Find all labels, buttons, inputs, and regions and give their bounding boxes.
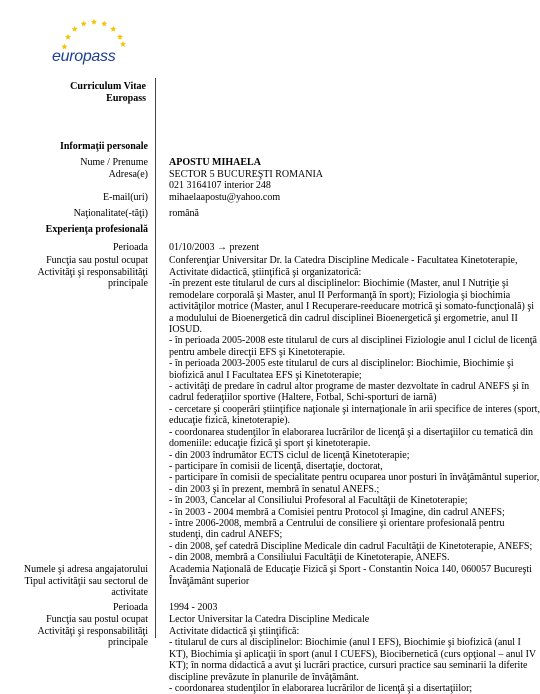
cv-title-line-1: Curriculum Vitae (70, 81, 146, 92)
activity-line: - coordonarea studenţilor în elaborarea lucrărilor de licenţă şi a disertaţiilor cu tematică din (169, 426, 534, 438)
job2-activities-label (0, 626, 148, 649)
job2-function-label: Funcţia sau postul ocupat (46, 614, 148, 625)
email-value[interactable]: mihaelaapostu@yahoo.com (169, 192, 281, 203)
europass-logo (44, 10, 134, 70)
job1-sector-label-1: Tipul activităţii sau sectorul de (24, 576, 148, 587)
job1-activities-label (0, 267, 148, 290)
activity-line: - din 2008, membră a Consiliului Facultăţii de Kinetoterapie, ANEFS. (169, 552, 450, 564)
activity-line: - activităţi de predare în cadrul altor programe de master dezvoltate în cadrul ANEFS şi în (169, 381, 530, 393)
nationality-label: Naţionalitate(-tăţi) (73, 208, 148, 219)
job1-employer-value: Academia Naţională de Educaţie Fizică şi Sport - Constantin Noica 140, 060057 Bucureşti (169, 564, 532, 575)
activity-line: - în 2003 - 2004 membră a Comisiei pentru Protocol şi Imagine, din cadrul ANEFS; (169, 506, 505, 518)
cv-title (60, 81, 146, 105)
star-icon (110, 26, 116, 32)
star-icon (91, 19, 97, 25)
activity-line: studenţi, din cadrul ANEFS; (169, 529, 283, 541)
activity-line: educaţie fizică, kinetoterapie). (169, 415, 291, 427)
job1-period-label: Perioada (113, 242, 148, 253)
activity-line: - participare în comisii de licenţă, disertaţie, doctorat, (169, 460, 383, 472)
job2-activities-label-2: principale (108, 637, 148, 649)
activity-line: activităţilor motrice (Master, anul I Recuperare-reeducare motrică şi somato-funcţională) şi (169, 301, 534, 313)
activity-line: biofizică anul I Facultatea EFS şi Kinetoterapie; (169, 369, 362, 381)
cv-title-line-2: Europass (106, 93, 146, 104)
activity-line: cadrul federaţiilor sportive (Haltere, Fotbal, Schi-sporturi de iarnă) (169, 392, 437, 404)
activity-line: KT); în norma didactică a avut şi lucrări practice, cursuri practice sau seminarii la diferite (169, 660, 528, 672)
activity-line: a modulului de Bioenergetică din cadrul disciplinei Bioenergetică şi ergometrie, anul II (169, 312, 518, 324)
activity-line: Activitate didactică şi ştiinţifică: (169, 626, 300, 637)
activity-line: - coordonarea studenţilor în elaborarea lucrărilor de licenţă şi a disertaţiilor; (169, 683, 473, 694)
job2-activities-value (169, 626, 537, 694)
job1-employer-label: Numele şi adresa angajatorului (23, 564, 148, 575)
activity-line: - în 2003, Cancelar al Consiliului Profesoral al Facultăţii de Kinetoterapie; (169, 495, 468, 507)
activity-line: remodelare corporală şi Master, anul II Performanţă în sport); Fiziologia şi biochimia (169, 289, 511, 301)
job1-sector-label (0, 576, 148, 599)
star-icon (117, 34, 123, 40)
activity-line: - din 2008, şef catedră Discipline Medicale din cadrul Facultăţii de Kinetoterapie, ANEFS; (169, 540, 533, 552)
logo-text: europass (52, 48, 116, 65)
address-line-2: 021 3164107 interior 248 (169, 180, 271, 192)
job1-activities-label-2: principale (108, 278, 148, 290)
activity-line: - cercetare şi cooperări ştiinţifice naţionale şi internaţionale în arii specifice de interes (sport, (169, 403, 540, 415)
job1-activities-label-1: Activităţi şi responsabilităţi (37, 267, 148, 278)
address-line-1: SECTOR 5 BUCUREŞTI ROMANIA (169, 169, 323, 180)
job1-function-value: Conferenţiar Universitar Dr. la Catedra Discipline Medicale - Facultatea Kinetoterapie, (169, 255, 518, 266)
job2-period-value: 1994 - 2003 (169, 602, 218, 613)
job2-activities-label-1: Activităţi şi responsabilităţi (37, 626, 148, 637)
job1-activities-value (169, 267, 540, 564)
activity-line: - participare în comisii de specialitate pentru ocuparea unor posturi în învăţământul superior, (169, 472, 540, 484)
star-icon (81, 21, 87, 27)
activity-line: Activitate didactică, ştiinţifică şi organizatorică: (169, 267, 362, 278)
name-label: Nume / Prenume (80, 157, 148, 168)
activity-line: - între 2006-2008, membră a Centrului de consiliere şi orientare profesională pentru (169, 517, 505, 529)
address-value (169, 169, 459, 192)
stars-icon (44, 10, 134, 50)
job1-function-label: Funcţia sau postul ocupat (46, 255, 148, 266)
activity-line: pentru ambele direcţii EFS şi Kinetoterapie. (169, 346, 346, 358)
activity-line: -în prezent este titularul de curs al disciplinelor: Biochimie (Master, anul I Nutriţie şi (169, 278, 509, 290)
activity-line: IOSUD. (169, 324, 203, 336)
section-personal-info: Informaţii personale (59, 141, 148, 152)
activity-line: - din 2003 îndrumător ECTS ciclul de licenţă Kinetoterapie; (169, 449, 410, 461)
job1-sector-label-2: activitate (111, 587, 148, 599)
job1-period-value: 01/10/2003 → prezent (169, 242, 259, 253)
activity-line: - titularul de curs al disciplinelor: Biochimie (anul I EFS), Biochimie şi biofizică (anul I (169, 637, 521, 649)
column-divider (155, 78, 156, 638)
activity-line: discipline prevăzute în planurile de învăţământ. (169, 671, 359, 683)
activity-line: - din 2003 şi în prezent, membră în senatul ANEFS.; (169, 483, 380, 495)
job1-sector-value: Învăţământ superior (169, 576, 250, 587)
star-icon (120, 41, 126, 47)
job2-period-label: Perioada (113, 602, 148, 613)
star-icon (72, 26, 78, 32)
activity-line: domeniile: educaţie fizică şi sport şi kinetoterapie. (169, 438, 371, 450)
name-value: APOSTU MIHAELA (169, 157, 261, 168)
address-label: Adresa(e) (108, 169, 148, 180)
activity-line: - în perioada 2005-2008 este titularul de curs al disciplinei Fiziologie anul I ciclul de licenţă (169, 335, 537, 347)
star-icon (101, 21, 107, 27)
section-experience: Experienţa profesională (45, 224, 148, 235)
email-label: E-mail(uri) (103, 192, 148, 203)
nationality-value: română (169, 208, 199, 219)
activity-line: KT), Biochimia şi aplicaţii în sport (anul I CUEFS), Biocibernetică (curs opţional – anul IV (169, 648, 537, 660)
activity-line: - în perioada 2003-2005 este titularul de curs al disciplinelor: Biochimie, Biochimie şi (169, 358, 514, 370)
star-icon (65, 34, 71, 40)
job2-function-value: Lector Universitar la Catedra Discipline Medicale (169, 614, 370, 625)
